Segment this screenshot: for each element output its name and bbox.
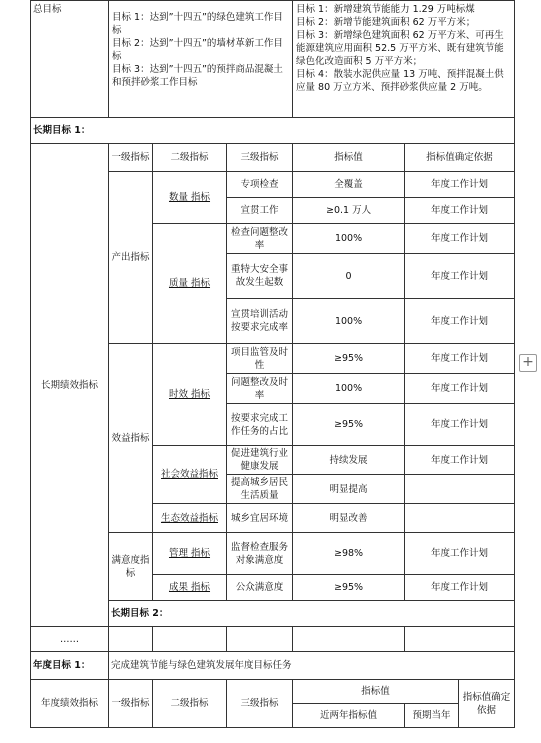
value-cell: 持续发展 (293, 446, 405, 475)
annual-level1: 一级指标 (109, 680, 153, 728)
value-cell: 明显改善 (293, 504, 405, 533)
header-level2: 二级指标 (153, 144, 227, 172)
basis-cell: 年度工作计划 (405, 533, 515, 575)
value-cell: 明显提高 (293, 475, 405, 504)
value-cell: ≥95% (293, 404, 405, 446)
group-satisfaction: 满意度指标 (109, 533, 153, 601)
level2-timeliness: 时效 指标 (153, 344, 227, 446)
summary-right-text: 目标 1：新增建筑节能能力 1.29 万吨标煤 目标 2：新增节能建筑面积 62 万平方米； 目标 3：新增绿色建筑面积 62 万平方米、可再生能源建筑应用面积 52.5 万平方米、既有建筑节能绿色化改造面积 5 万平方米； 目标 4：散装水泥供应量 13 万吨、预拌混凝土供应量 80 万立方米、预拌砂浆供应量 2 万吨。 (293, 1, 515, 118)
basis-cell: 年度工作计划 (405, 344, 515, 374)
basis-cell: 年度工作计划 (405, 299, 515, 344)
annual-target-text: 完成建筑节能与绿色建筑发展年度目标任务 (109, 652, 515, 680)
basis-cell: 年度工作计划 (405, 446, 515, 475)
annual-basis-header: 指标值确定依据 (459, 680, 515, 728)
value-cell: 0 (293, 254, 405, 299)
summary-left-text: 目标 1：达到”十四五”的绿色建筑工作目标 目标 2：达到”十四五”的墙材革新工作目标 目标 3：达到”十四五”的预拌商品混凝土和预拌砂浆工作目标 (109, 1, 293, 118)
header-level3: 三级指标 (227, 144, 293, 172)
annual-target-label: 年度目标 1： (31, 652, 109, 680)
basis-cell: 年度工作计划 (405, 172, 515, 198)
header-level1: 一级指标 (109, 144, 153, 172)
long-term-target-1-label: 长期目标 1： (31, 118, 515, 144)
level3-cell: 宣贯培训活动按要求完成率 (227, 299, 293, 344)
annual-recent-header: 近两年指标值 (293, 704, 405, 728)
basis-cell: 年度工作计划 (405, 198, 515, 224)
level3-cell: 提高城乡居民生活质量 (227, 475, 293, 504)
value-cell: 100% (293, 224, 405, 254)
summary-label: 总目标 (31, 1, 109, 118)
header-basis: 指标值确定依据 (405, 144, 515, 172)
empty-cell (109, 627, 153, 652)
basis-cell: 年度工作计划 (405, 575, 515, 601)
level3-cell: 宣贯工作 (227, 198, 293, 224)
group-benefit: 效益指标 (109, 344, 153, 533)
level3-cell: 按要求完成工作任务的占比 (227, 404, 293, 446)
level3-cell: 促进建筑行业健康发展 (227, 446, 293, 475)
annual-perf-label: 年度绩效指标 (31, 680, 109, 728)
level3-cell: 检查问题整改率 (227, 224, 293, 254)
basis-cell: 年度工作计划 (405, 374, 515, 404)
basis-cell (405, 504, 515, 533)
value-cell: ≥98% (293, 533, 405, 575)
long-term-perf-label: 长期绩效指标 (31, 144, 109, 627)
level2-eco: 生态效益指标 (153, 504, 227, 533)
level3-cell: 城乡宜居环境 (227, 504, 293, 533)
level3-cell: 公众满意度 (227, 575, 293, 601)
value-cell: ≥95% (293, 575, 405, 601)
empty-cell (227, 627, 293, 652)
level3-cell: 问题整改及时率 (227, 374, 293, 404)
group-output: 产出指标 (109, 172, 153, 344)
value-cell: ≥0.1 万人 (293, 198, 405, 224)
empty-cell (293, 627, 405, 652)
level3-cell: 监督检查服务对象满意度 (227, 533, 293, 575)
value-cell: 全覆盖 (293, 172, 405, 198)
basis-cell (405, 475, 515, 504)
level3-cell: 项目监管及时性 (227, 344, 293, 374)
long-term-target-2-label: 长期目标 2： (109, 601, 515, 627)
ellipsis-cell: …… (31, 627, 109, 652)
annual-expected-header: 预期当年 (405, 704, 459, 728)
empty-cell (153, 627, 227, 652)
header-value: 指标值 (293, 144, 405, 172)
basis-cell: 年度工作计划 (405, 254, 515, 299)
level3-cell: 重特大安全事故发生起数 (227, 254, 293, 299)
level2-result: 成果 指标 (153, 575, 227, 601)
empty-cell (405, 627, 515, 652)
annual-value-header: 指标值 (293, 680, 459, 704)
value-cell: ≥95% (293, 344, 405, 374)
level2-manage: 管理 指标 (153, 533, 227, 575)
performance-target-table (30, 0, 515, 728)
value-cell: 100% (293, 299, 405, 344)
level3-cell: 专项检查 (227, 172, 293, 198)
expand-plus-icon[interactable]: + (519, 354, 537, 372)
annual-level2: 二级指标 (153, 680, 227, 728)
basis-cell: 年度工作计划 (405, 404, 515, 446)
level2-quantity: 数量 指标 (153, 172, 227, 224)
annual-level3: 三级指标 (227, 680, 293, 728)
value-cell: 100% (293, 374, 405, 404)
level2-social: 社会效益指标 (153, 446, 227, 504)
basis-cell: 年度工作计划 (405, 224, 515, 254)
level2-quality: 质量 指标 (153, 224, 227, 344)
